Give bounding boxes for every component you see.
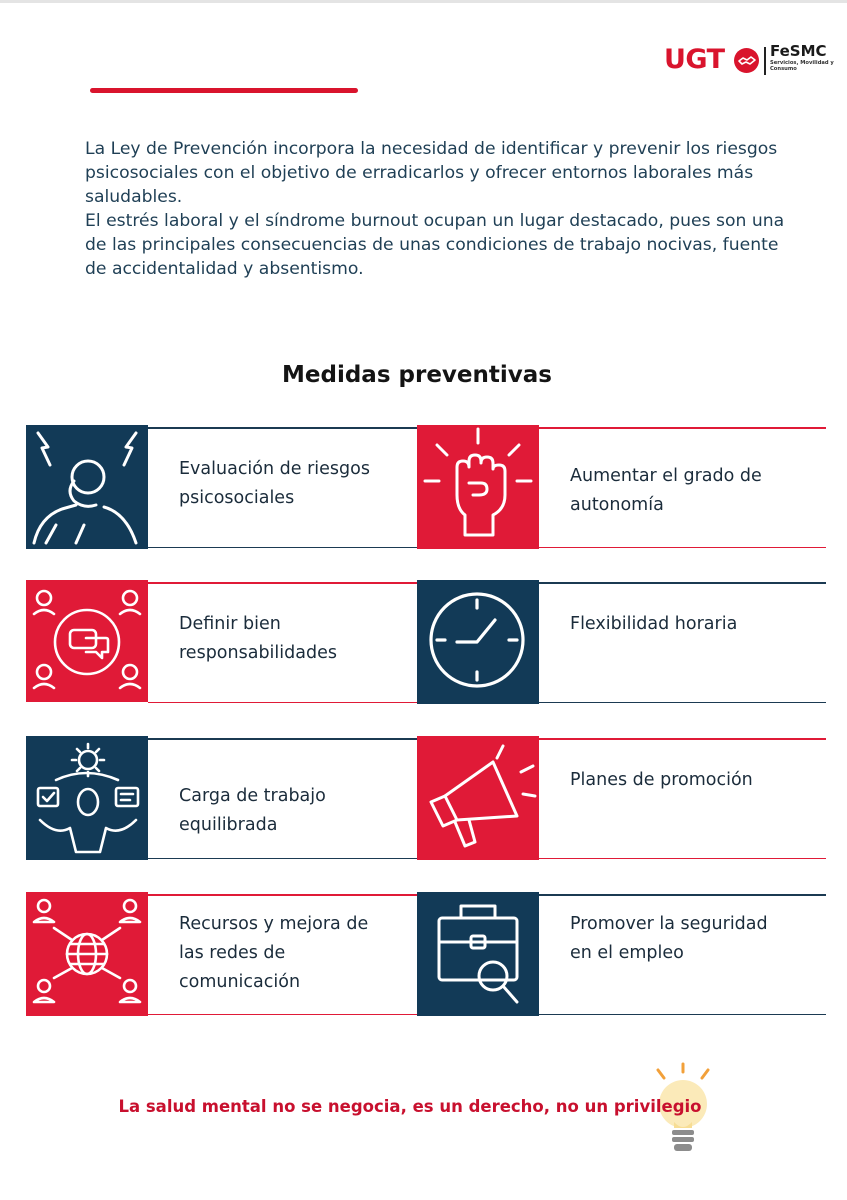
card-divider bbox=[148, 427, 424, 429]
measure-card-2 bbox=[417, 425, 826, 549]
card-divider bbox=[148, 702, 424, 704]
measure-label: Recursos y mejora de las redes de comunicación bbox=[179, 914, 369, 992]
card-divider bbox=[539, 582, 826, 584]
clock-icon bbox=[417, 580, 539, 704]
card-divider bbox=[539, 1014, 826, 1016]
logo-fesmc-text: FeSMC bbox=[770, 42, 827, 60]
measure-label: Promover la seguridad en el empleo bbox=[570, 914, 768, 963]
raised-fist-icon bbox=[417, 425, 539, 549]
stressed-person-icon bbox=[26, 425, 148, 549]
card-divider bbox=[539, 858, 826, 860]
card-divider bbox=[148, 547, 424, 549]
globe-network-icon bbox=[26, 892, 148, 1016]
measure-label: Carga de trabajo equilibrada bbox=[179, 786, 326, 835]
card-divider bbox=[539, 738, 826, 740]
measure-card-1 bbox=[26, 425, 424, 549]
measure-label: Definir bien responsabilidades bbox=[179, 614, 337, 663]
measure-label: Planes de promoción bbox=[570, 770, 753, 790]
measure-card-4 bbox=[417, 580, 826, 704]
intro-text bbox=[85, 137, 785, 281]
red-accent-bar bbox=[90, 88, 358, 93]
measure-label: Aumentar el grado de autonomía bbox=[570, 466, 762, 515]
measure-card-3 bbox=[26, 580, 424, 704]
section-title: Medidas preventivas bbox=[282, 362, 552, 388]
measure-card-6 bbox=[417, 736, 826, 860]
ugt-fesmc-logo bbox=[664, 42, 834, 78]
measure-card-5 bbox=[26, 736, 424, 860]
top-border bbox=[0, 0, 847, 3]
card-divider bbox=[148, 858, 424, 860]
team-network-icon bbox=[26, 580, 148, 702]
card-divider bbox=[148, 582, 424, 584]
card-divider bbox=[539, 427, 826, 429]
logo-subtitle: Servicios, Movilidad y Consumo bbox=[770, 60, 834, 73]
intro-paragraph-1: La Ley de Prevención incorpora la necesidad de identificar y prevenir los riesgos psicosociales con el objetivo de erradicarlos y ofrecer entornos laborales más saludables. bbox=[85, 139, 778, 207]
measure-card-8 bbox=[417, 892, 826, 1016]
card-divider bbox=[148, 894, 424, 896]
workload-person-icon bbox=[26, 736, 148, 860]
card-divider bbox=[539, 894, 826, 896]
measure-label: Evaluación de riesgos psicosociales bbox=[179, 459, 370, 508]
briefcase-search-icon bbox=[417, 892, 539, 1016]
logo-separator bbox=[764, 47, 766, 75]
card-divider bbox=[539, 547, 826, 549]
card-divider bbox=[148, 738, 424, 740]
megaphone-icon bbox=[417, 736, 539, 860]
intro-paragraph-2: El estrés laboral y el síndrome burnout ocupan un lugar destacado, pues son una de las principales consecuencias de unas condiciones de trabajo nocivas, fuente de accidentalidad y absentismo. bbox=[85, 211, 785, 279]
handshake-icon bbox=[734, 48, 759, 73]
measure-label: Flexibilidad horaria bbox=[570, 614, 738, 634]
card-divider bbox=[539, 702, 826, 704]
card-divider bbox=[148, 1014, 424, 1016]
measure-card-7 bbox=[26, 892, 424, 1016]
logo-ugt-text: UGT bbox=[664, 44, 725, 75]
footer-slogan: La salud mental no se negocia, es un derecho, no un privilegio bbox=[118, 1097, 702, 1116]
